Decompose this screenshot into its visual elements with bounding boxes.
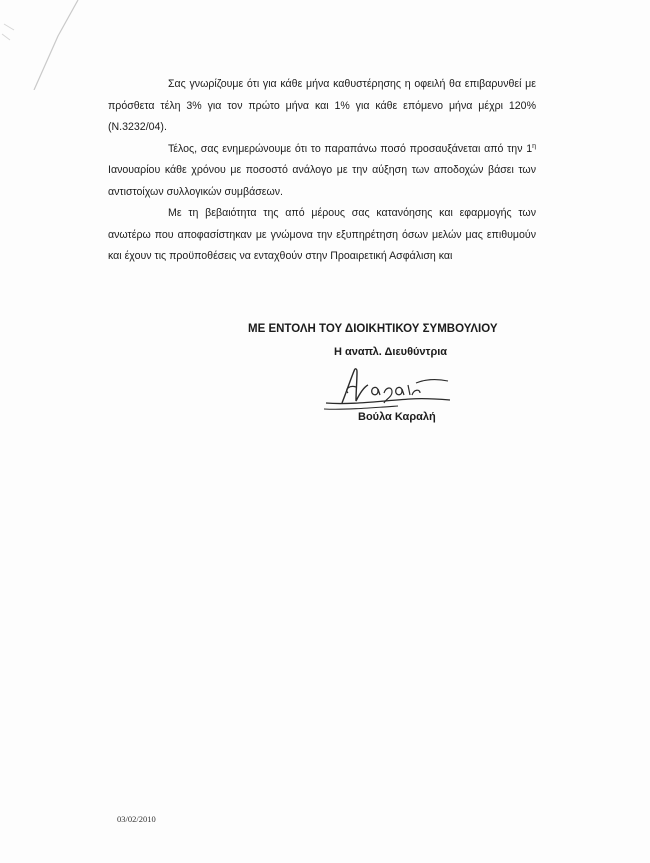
paragraph-annual-increase xyxy=(108,139,536,204)
paragraph-increase-text-1: Τέλος, σας ενημερώνουμε ότι το παραπάνω ποσό προσαυξάνεται από την 1 xyxy=(168,142,533,155)
letter-body xyxy=(108,74,536,268)
paragraph-increase-text-2: Ιανουαρίου κάθε χρόνου με ποσοστό ανάλογο με την αύξηση των αποδοχών βάσει των αντιστοίχων συλλογικών συμβάσεων. xyxy=(108,164,536,198)
handwritten-signature xyxy=(320,363,460,415)
ordinal-superscript: η xyxy=(532,142,536,150)
signature-authority-title: ΜΕ ΕΝΤΟΛΗ ΤΟΥ ΔΙΟΙΚΗΤΙΚΟΥ ΣΥΜΒΟΥΛΙΟΥ xyxy=(248,323,498,335)
signatory-name: Βούλα Καραλή xyxy=(358,411,436,423)
paragraph-surcharge: Σας γνωρίζουμε ότι για κάθε μήνα καθυστέρησης η οφειλή θα επιβαρυνθεί με πρόσθετα τέλη 3% για τον πρώτο μήνα και 1% για κάθε επόμενο μήνα μέχρι 120% (Ν.3232/04). xyxy=(108,78,536,133)
document-date: 03/02/2010 xyxy=(117,814,156,824)
paragraph-closing: Με τη βεβαιότητα της από μέρους σας κατανόησης και εφαρμογής των ανωτέρω που αποφασίστηκαν με γνώμονα την εξυπηρέτηση όσων μελών μας επιθυμούν και έχουν τις προϋποθέσεις να ενταχθούν στην Προαιρετική Ασφάλιση και xyxy=(108,207,536,262)
signature-role: Η αναπλ. Διευθύντρια xyxy=(334,346,448,358)
scan-artifact xyxy=(0,0,90,90)
